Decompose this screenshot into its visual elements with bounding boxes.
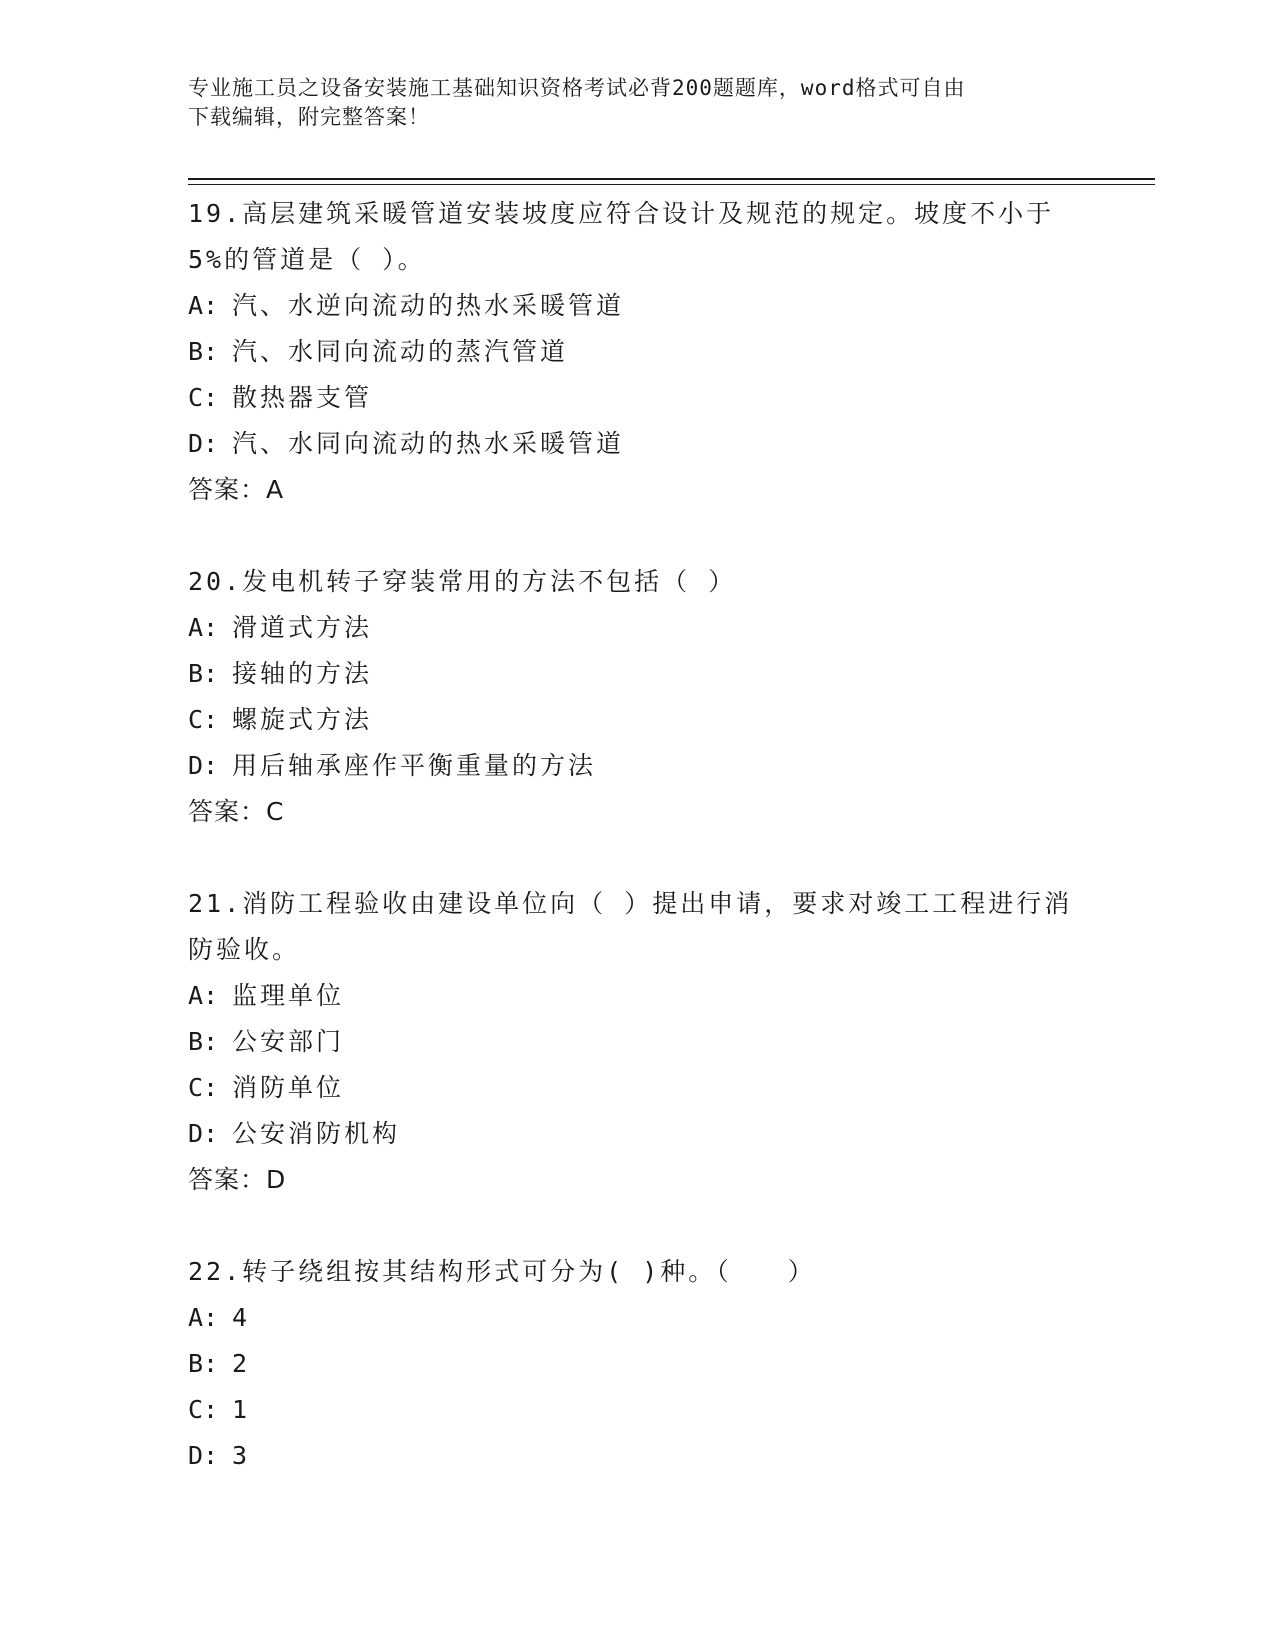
answer-line: 答案：D	[188, 1165, 287, 1194]
option-text: 汽、水逆向流动的热水采暖管道	[232, 291, 625, 320]
option-letter: C:	[188, 1073, 219, 1102]
option-letter: A:	[188, 981, 219, 1010]
option-text: 接轴的方法	[232, 659, 373, 688]
question-number: 20.	[188, 567, 243, 596]
option-letter: B:	[188, 337, 219, 366]
option-text: 公安部门	[232, 1027, 345, 1056]
option-b	[188, 1341, 1148, 1387]
option-d	[188, 1111, 1148, 1157]
question-text: 消防工程验收由建设单位向（ ）提出申请，要求对竣工工程进行消防验收。	[188, 889, 1073, 964]
option-a	[188, 1295, 1148, 1341]
option-text: 4	[232, 1303, 251, 1332]
option-a	[188, 283, 1148, 329]
option-text: 螺旋式方法	[232, 705, 373, 734]
option-c	[188, 1065, 1148, 1111]
option-d	[188, 421, 1148, 467]
document-header	[188, 74, 1088, 132]
option-text: 汽、水同向流动的热水采暖管道	[232, 429, 625, 458]
question-list	[188, 191, 1148, 1525]
option-text: 公安消防机构	[232, 1119, 401, 1148]
option-b	[188, 651, 1148, 697]
option-letter: D:	[188, 1119, 219, 1148]
option-text: 滑道式方法	[232, 613, 373, 642]
option-text: 监理单位	[232, 981, 345, 1010]
question-text: 转子绕组按其结构形式可分为( )种。（ ）	[242, 1257, 816, 1286]
answer-line: 答案：A	[188, 475, 285, 504]
question-number: 21.	[188, 889, 243, 918]
option-letter: B:	[188, 659, 219, 688]
option-letter: D:	[188, 751, 219, 780]
question-20	[188, 559, 1148, 835]
question-stem	[188, 559, 1078, 605]
question-stem	[188, 1249, 1078, 1295]
option-c	[188, 697, 1148, 743]
question-22	[188, 1249, 1148, 1479]
question-text: 高层建筑采暖管道安装坡度应符合设计及规范的规定。坡度不小于5%的管道是（ ）。	[188, 199, 1055, 274]
option-text: 汽、水同向流动的蒸汽管道	[232, 337, 569, 366]
header-divider-thick	[188, 178, 1155, 180]
option-c	[188, 375, 1148, 421]
option-letter: C:	[188, 1395, 219, 1424]
option-b	[188, 1019, 1148, 1065]
option-b	[188, 329, 1148, 375]
header-divider-thin	[188, 184, 1155, 185]
answer-line: 答案：C	[188, 797, 285, 826]
option-d	[188, 743, 1148, 789]
option-text: 2	[232, 1349, 251, 1378]
option-text: 1	[232, 1395, 251, 1424]
option-text: 散热器支管	[232, 383, 373, 412]
option-text: 消防单位	[232, 1073, 345, 1102]
question-stem	[188, 881, 1078, 973]
option-letter: A:	[188, 613, 219, 642]
option-letter: D:	[188, 429, 219, 458]
question-text: 发电机转子穿装常用的方法不包括（ ）	[242, 567, 737, 596]
question-21	[188, 881, 1148, 1203]
question-stem	[188, 191, 1078, 283]
header-title-line-1: 专业施工员之设备安装施工基础知识资格考试必背200题题库，word格式可自由	[188, 76, 966, 100]
question-number: 19.	[188, 199, 243, 228]
option-text: 3	[232, 1441, 251, 1470]
question-19	[188, 191, 1148, 513]
option-letter: B:	[188, 1349, 219, 1378]
option-letter: B:	[188, 1027, 219, 1056]
option-letter: C:	[188, 705, 219, 734]
option-text: 用后轴承座作平衡重量的方法	[232, 751, 597, 780]
option-letter: C:	[188, 383, 219, 412]
option-letter: D:	[188, 1441, 219, 1470]
header-title-line-2: 下载编辑，附完整答案！	[188, 105, 430, 129]
option-letter: A:	[188, 291, 219, 320]
option-a	[188, 973, 1148, 1019]
option-c	[188, 1387, 1148, 1433]
option-a	[188, 605, 1148, 651]
question-number: 22.	[188, 1257, 243, 1286]
option-d	[188, 1433, 1148, 1479]
option-letter: A:	[188, 1303, 219, 1332]
